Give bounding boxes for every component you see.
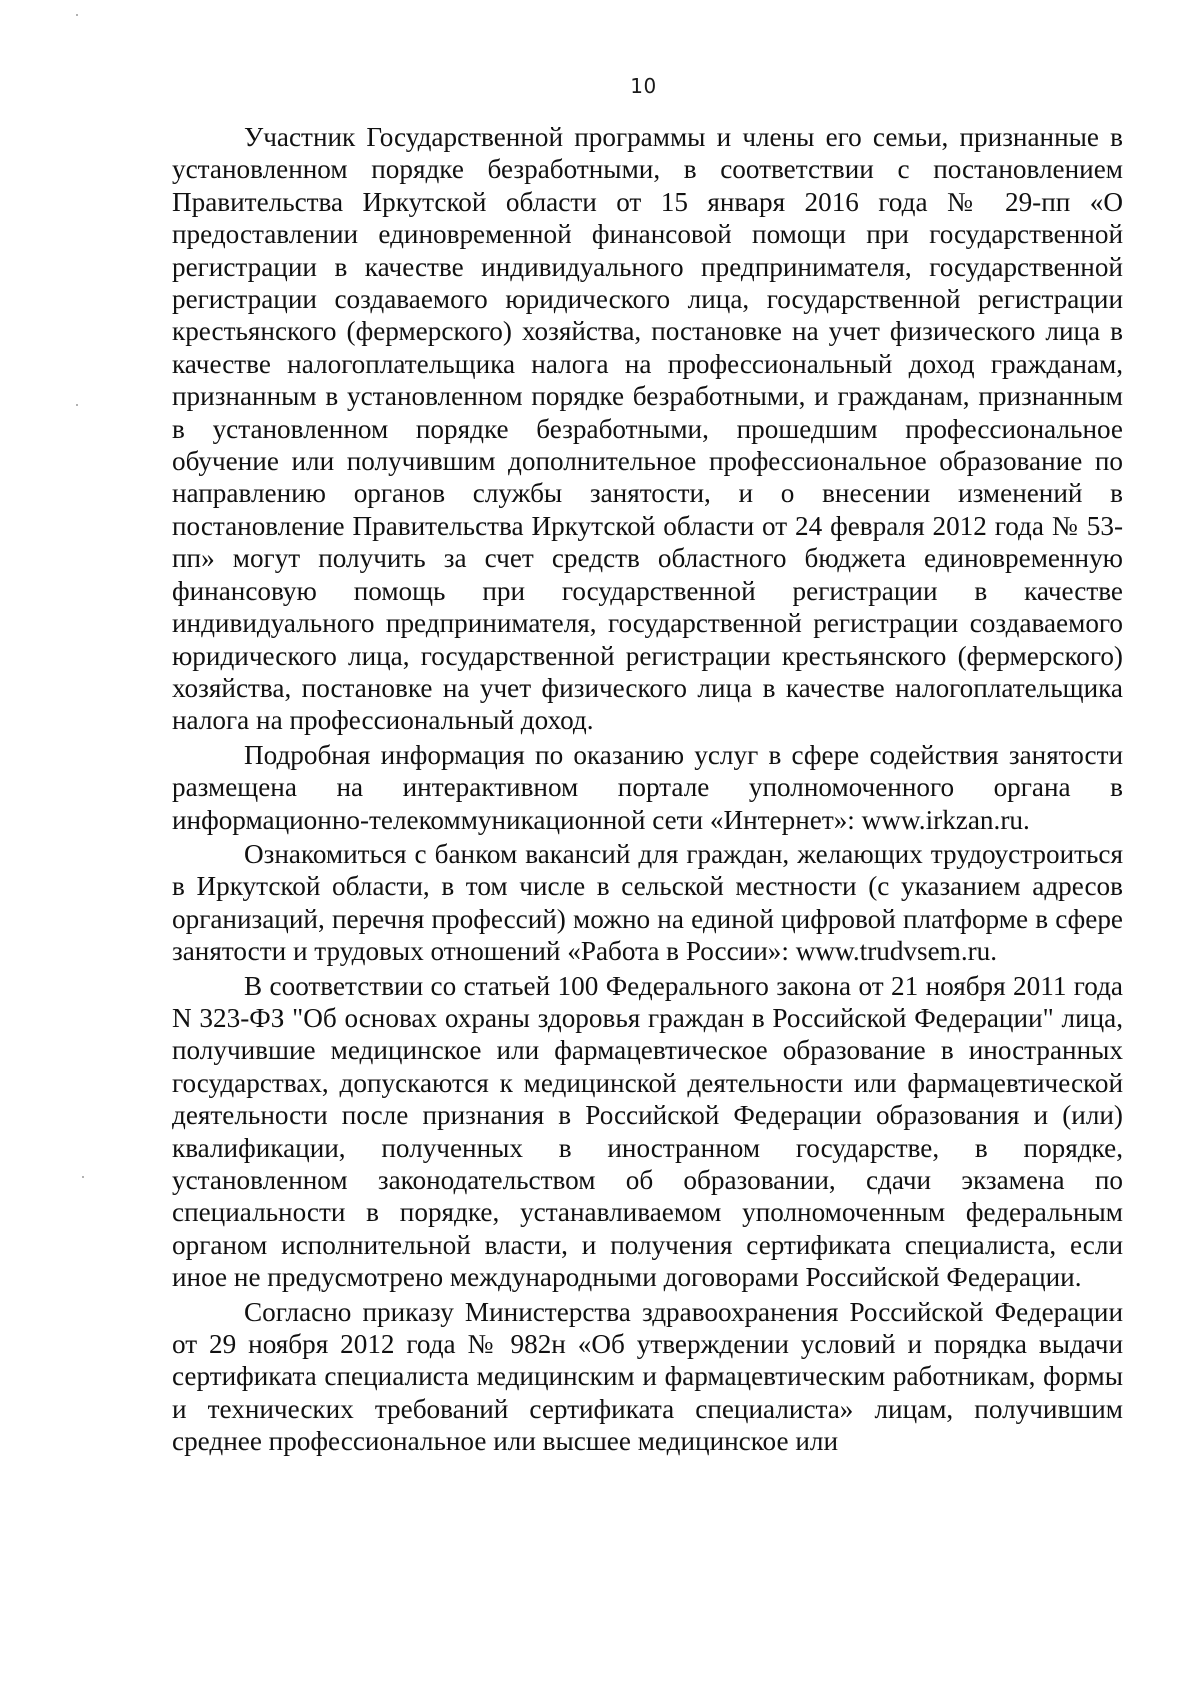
paragraph-program-participant-assistance: Участник Государственной программы и члены его семьи, признанные в установленном порядке безработными, в соответствии с постановлением Правительства Иркутской области от 15 января 2016 года № 29-пп «О предоставлении единовременной финансовой помощи при государственной регистрации в качестве индивидуального предпринимателя, государственной регистрации создаваемого юридического лица, государственной регистрации крестьянского (фермерского) хозяйства, постановке на учет физического лица в качестве налогоплательщика налога на профессиональный доход гражданам, признанным в установленном порядке безработными, и гражданам, признанным в установленном порядке безработными, прошедшим профессиональное обучение или получившим дополнительное профессиональное образование по направлению органов службы занятости, и о внесении изменений в постановление Правительства Иркутской области от 24 февраля 2012 года № 53-пп» могут получить за счет средств областного бюджета единовременную финансовую помощь при государственной регистрации в качестве индивидуального предпринимателя, государственной регистрации создаваемого юридического лица, государственной регистрации крестьянского (фермерского) хозяйства, постановке на учет физического лица в качестве налогоплательщика налога на профессиональный доход.	[172, 122, 1123, 736]
paragraph-vacancy-bank: Ознакомиться с банком вакансий для граждан, желающих трудоустроиться в Иркутской области, в том числе в сельской местности (с указанием адресов организаций, перечня профессий) можно на единой цифровой платформе в сфере занятости и трудовых отношений «Работа в России»: www.trudvsem.ru.	[172, 838, 1123, 967]
scan-artifact	[76, 404, 78, 406]
paragraph-foreign-medical-education: В соответствии со статьей 100 Федерального закона от 21 ноября 2011 года N 323-ФЗ "Об основах охраны здоровья граждан в Российской Федерации" лица, получившие медицинское или фармацевтическое образование в иностранных государствах, допускаются к медицинской деятельности или фармацевтической деятельности после признания в Российской Федерации образования и (или) квалификации, полученных в иностранном государстве, в порядке, установленном законодательством об образовании, сдачи экзамена по специальности в порядке, устанавливаемом уполномоченным федеральным органом исполнительной власти, и получения сертификата специалиста, если иное не предусмотрено международными договорами Российской Федерации.	[172, 970, 1123, 1293]
paragraph-employment-portal-info: Подробная информация по оказанию услуг в сфере содействия занятости размещена на интерактивном портале уполномоченного органа в информационно-телекоммуникационной сети «Интернет»: www.irkzan.ru.	[172, 739, 1123, 835]
scan-artifact	[76, 14, 78, 16]
page-number: 10	[630, 74, 657, 98]
scan-artifact	[82, 1176, 84, 1178]
document-body	[172, 121, 1123, 1460]
paragraph-specialist-certificate-order: Согласно приказу Министерства здравоохранения Российской Федерации от 29 ноября 2012 года № 982н «Об утверждении условий и порядка выдачи сертификата специалиста медицинским и фармацевтическим работникам, формы и технических требований сертификата специалиста» лицам, получившим среднее профессиональное или высшее медицинское или	[172, 1296, 1123, 1457]
